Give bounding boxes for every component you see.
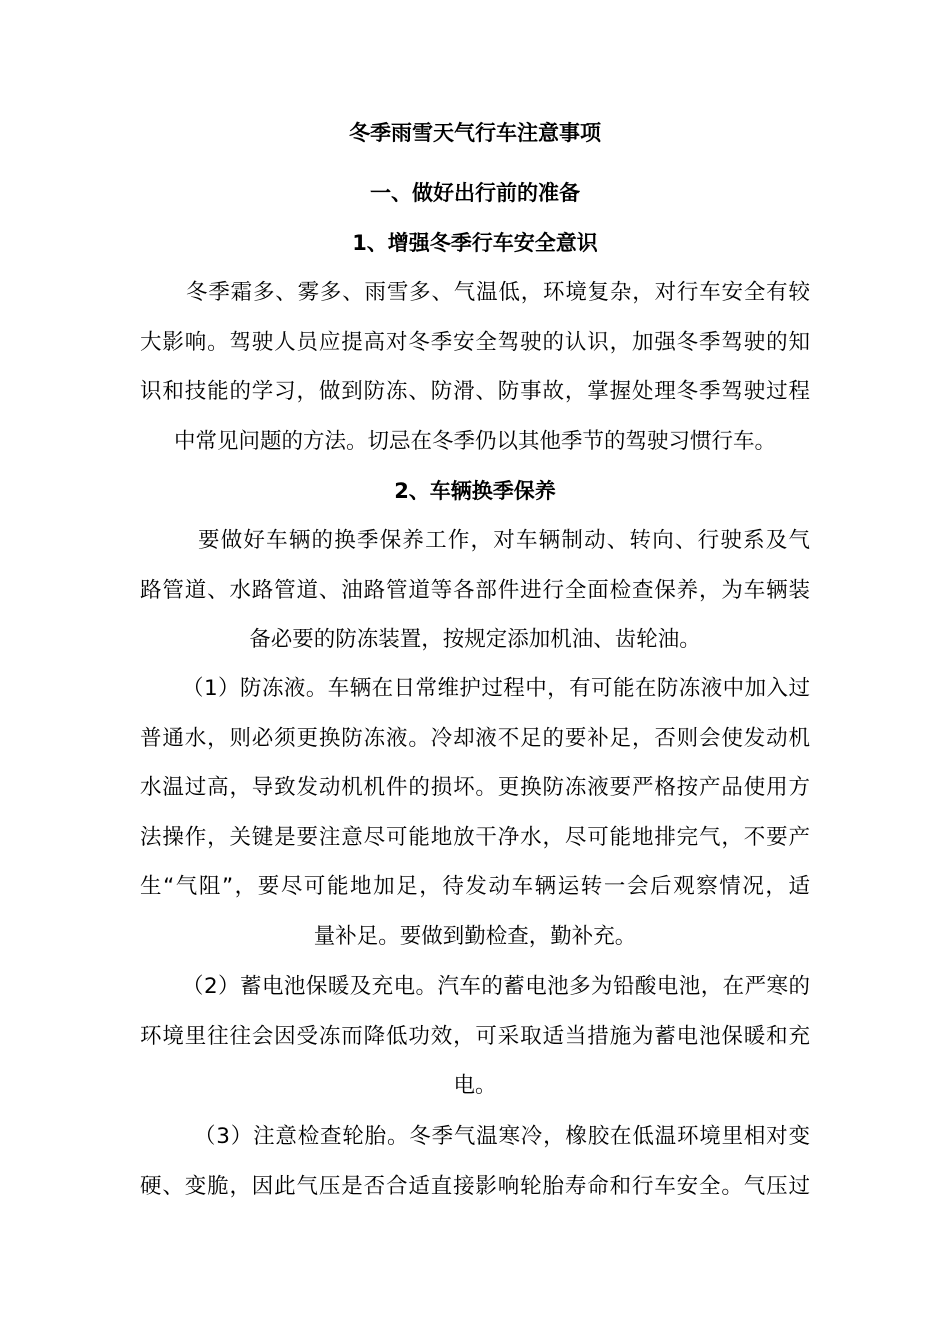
text-line: 识和技能的学习，做到防冻、防滑、防事故，掌握处理冬季驾驶过程 bbox=[140, 379, 810, 404]
paragraph-battery bbox=[140, 962, 810, 1111]
text-line: 环境里往往会因受冻而降低功效，可采取适当措施为蓄电池保暖和充 bbox=[140, 1023, 810, 1049]
paragraph-tires bbox=[140, 1112, 810, 1211]
document-title: 冬季雨雪天气行车注意事项 bbox=[349, 121, 601, 145]
text-line: 生“气阻”，要尽可能地加足，待发动车辆运转一会后观察情况，适 bbox=[140, 874, 810, 899]
text-line: 水温过高，导致发动机机件的损坏。更换防冻液要严格按产品使用方 bbox=[140, 775, 810, 800]
paragraph-maintenance-intro bbox=[140, 516, 810, 665]
text-line: （2）蓄电池保暖及充电。汽车的蓄电池多为铅酸电池，在严寒的 bbox=[182, 974, 810, 999]
text-line: 中常见问题的方法。切忌在冬季仍以其他季节的驾驶习惯行车。 bbox=[173, 428, 776, 454]
text-line: 普通水，则必须更换防冻液。冷却液不足的要补足，否则会使发动机 bbox=[140, 725, 810, 751]
paragraph-awareness bbox=[140, 268, 810, 466]
text-line: （3）注意检查轮胎。冬季气温寒冷，橡胶在低温环境里相对变 bbox=[194, 1124, 810, 1149]
text-line: 冬季霜多、雾多、雨雪多、气温低，环境复杂，对行车安全有较 bbox=[186, 280, 810, 305]
section-heading-prep: 一、做好出行前的准备 bbox=[370, 181, 580, 205]
text-line: 路管道、水路管道、油路管道等各部件进行全面检查保养，为车辆装 bbox=[140, 577, 810, 603]
text-line: （1）防冻液。车辆在日常维护过程中，有可能在防冻液中加入过 bbox=[182, 676, 810, 701]
paragraph-antifreeze bbox=[140, 664, 810, 961]
text-line: 大影响。驾驶人员应提高对冬季安全驾驶的认识，加强冬季驾驶的知 bbox=[140, 329, 810, 355]
text-line: 法操作，关键是要注意尽可能地放干净水，尽可能地排完气，不要产 bbox=[140, 824, 810, 850]
text-line: 备必要的防冻装置，按规定添加机油、齿轮油。 bbox=[249, 627, 701, 652]
text-line: 量补足。要做到勤检查，勤补充。 bbox=[313, 923, 637, 949]
text-line: 电。 bbox=[453, 1073, 497, 1098]
text-line: 要做好车辆的换季保养工作，对车辆制动、转向、行驶系及气 bbox=[198, 528, 810, 553]
text-line: 硬、变脆，因此气压是否合适直接影响轮胎寿命和行车安全。气压过 bbox=[140, 1173, 810, 1199]
subsection-heading-awareness: 1、增强冬季行车安全意识 bbox=[352, 231, 598, 255]
subsection-heading-maintenance: 2、车辆换季保养 bbox=[394, 479, 556, 503]
